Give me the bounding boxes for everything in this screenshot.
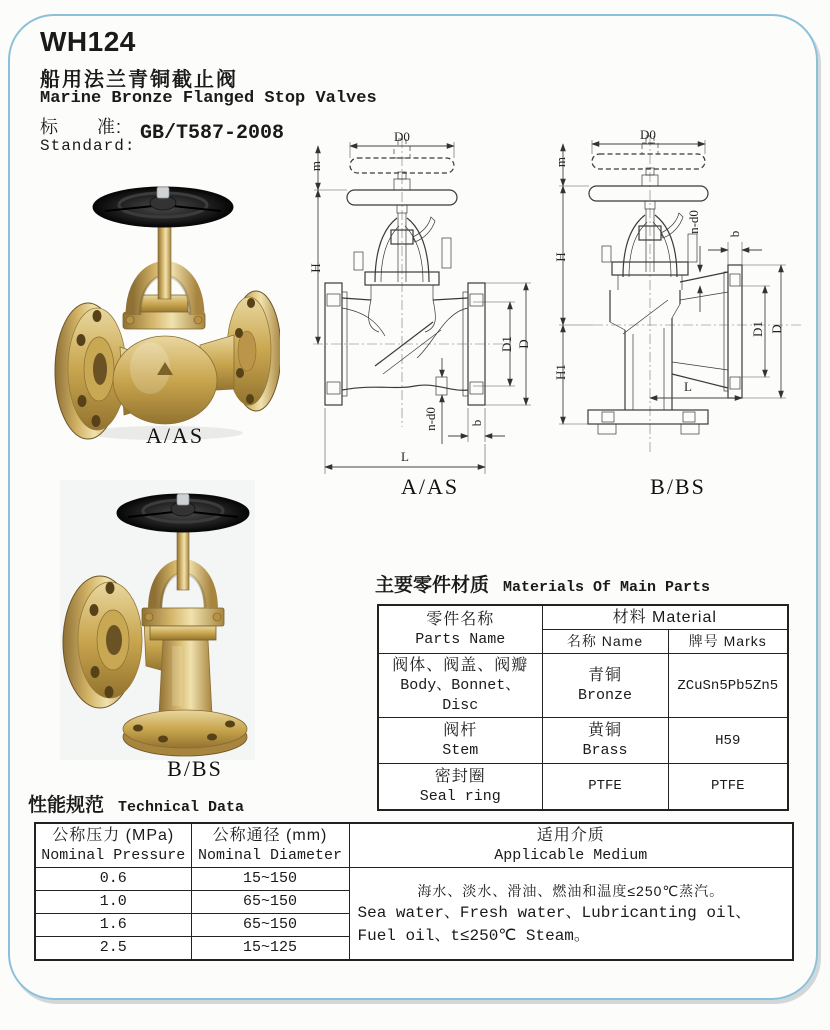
materials-row-body-bonnet-disc: 阀体、阀盖、阀瓣 Body、Bonnet、Disc 青铜 Bronze ZCuSn5Pb5Zn5 [378, 654, 788, 718]
dim-label-b: b [727, 230, 742, 238]
technical-row-0: 0.6 15~150 海水、淡水、滑油、燃油和温度≤250℃蒸汽。 Sea water、Fresh water、Lubricanting oil、Fuel oil、t≤250℃ Steam。 [35, 868, 793, 891]
drawing-b-bs [548, 122, 808, 502]
dim-label-d: D [769, 324, 784, 334]
technical-header-diameter: 公称通径 (mm) Nominal Diameter [191, 823, 349, 868]
dim-label-l: L [684, 379, 692, 394]
technical-row-1: 1.0 65~150 [35, 891, 793, 914]
dim-label-d1: D1 [499, 336, 514, 352]
model-number: WH124 [40, 26, 136, 57]
materials-header-parts: 零件名称 Parts Name [378, 605, 542, 654]
materials-header-marks: 牌号 Marks [668, 630, 788, 654]
materials-row-stem: 阀杆 Stem 黄铜 Brass H59 [378, 718, 788, 764]
technical-header-medium: 适用介质 Applicable Medium [349, 823, 793, 868]
photo-caption-b-bs: B/BS [167, 756, 223, 781]
angle-valve-section-drawing [548, 122, 808, 502]
technical-row-2: 1.6 65~150 [35, 914, 793, 937]
product-title-en: Marine Bronze Flanged Stop Valves [40, 89, 377, 108]
technical-title-cn: 性能规范 [28, 795, 105, 816]
materials-table [377, 604, 789, 805]
dim-label-m: m [308, 160, 323, 172]
angle-valve-photo-illustration [60, 480, 255, 760]
technical-section-title [28, 790, 244, 818]
dim-label-b: b [469, 419, 484, 427]
materials-row-seal-ring: 密封圈 Seal ring PTFE PTFE [378, 764, 788, 810]
technical-medium-cell: 海水、淡水、滑油、燃油和温度≤250℃蒸汽。 Sea water、Fresh water、Lubricanting oil、Fuel oil、t≤250℃ Steam。 [349, 868, 793, 961]
dim-label-n-d0: n-d0 [423, 407, 438, 431]
dim-label-d0: D0 [640, 127, 656, 142]
dim-label-l: L [401, 449, 409, 464]
photo-caption-a-as: A/AS [145, 423, 205, 448]
globe-valve-section-drawing [305, 122, 555, 502]
dim-label-h1: H1 [553, 364, 568, 380]
materials-header-material: 材料 Material [542, 605, 788, 630]
technical-title-en: Technical Data [118, 799, 245, 816]
technical-row-3: 2.5 15~125 [35, 937, 793, 961]
dim-label-d0: D0 [394, 129, 410, 144]
dim-label-h: H [308, 263, 323, 273]
technical-header-pressure: 公称压力 (MPa) Nominal Pressure [35, 823, 191, 868]
materials-section-title [375, 570, 710, 598]
dim-label-d1: D1 [750, 321, 765, 337]
standard-value: GB/T587-2008 [140, 122, 285, 145]
drawing-caption-a-as: A/AS [400, 474, 460, 499]
product-title-cn: 船用法兰青铜截止阀 [40, 69, 238, 91]
dim-label-n-d0: n-d0 [686, 210, 701, 234]
materials-title-cn: 主要零件材质 [375, 575, 490, 596]
photo-globe-valve [50, 175, 280, 445]
technical-table [34, 822, 794, 958]
materials-title-en: Materials Of Main Parts [503, 579, 711, 596]
standard-label-cn: 标 准: [40, 117, 123, 137]
dim-label-d: D [516, 339, 531, 349]
standard-label-en: Standard: [40, 137, 136, 155]
materials-header-name: 名称 Name [542, 630, 668, 654]
drawing-a-as [305, 122, 555, 502]
drawing-caption-b-bs: B/BS [650, 474, 706, 499]
dim-label-m: m [553, 156, 568, 168]
photo-angle-valve [60, 480, 255, 760]
globe-valve-photo-illustration [50, 175, 280, 445]
dim-label-h: H [553, 252, 568, 262]
